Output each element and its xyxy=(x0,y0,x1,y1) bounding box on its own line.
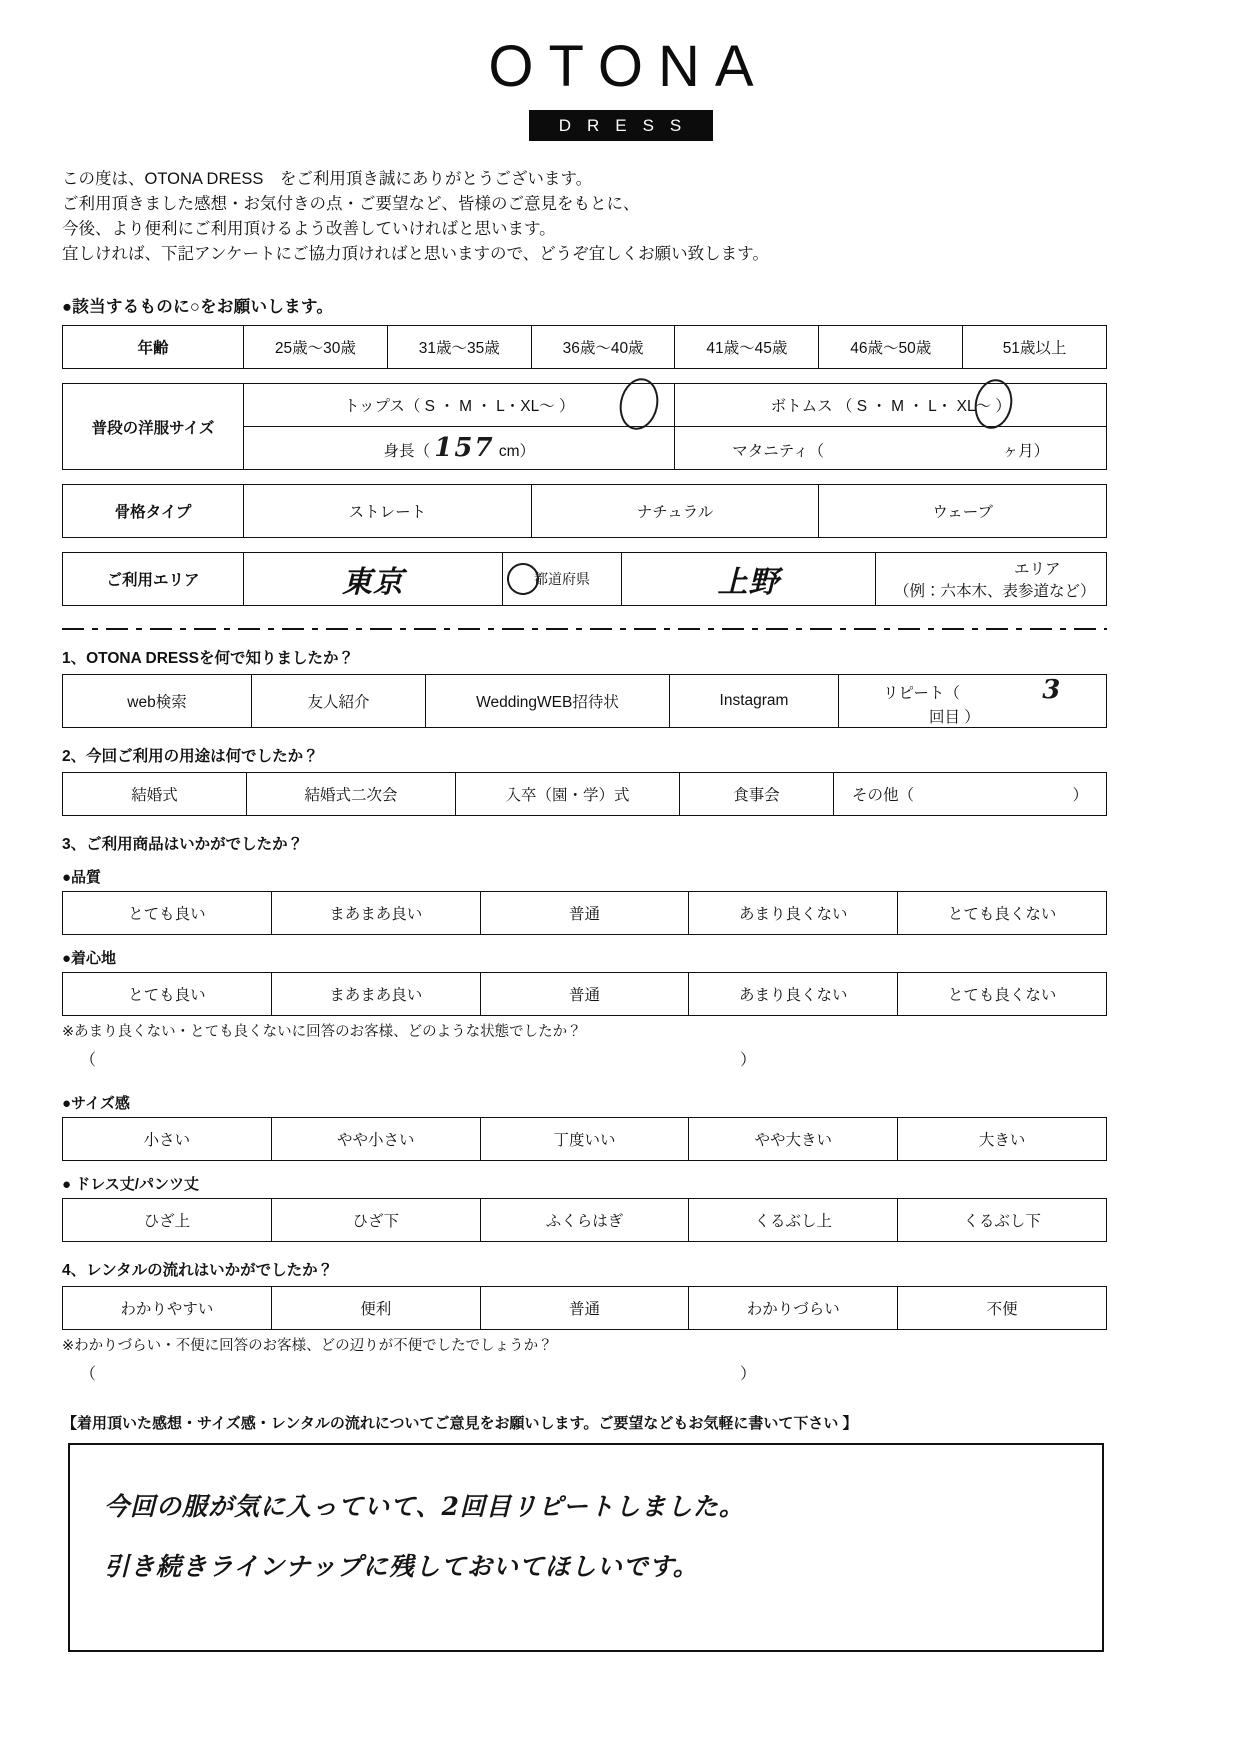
length-option-calf[interactable]: ふくらはぎ xyxy=(480,1199,689,1242)
q3-fit-table xyxy=(62,1117,1107,1161)
q2-option-dinner[interactable]: 食事会 xyxy=(680,773,834,816)
table-row xyxy=(63,1287,1107,1330)
area-hint-text: エリア（例：六本木、表参道など） xyxy=(894,561,1096,600)
q3-fit-head: ●サイズ感 xyxy=(62,1095,130,1112)
q2-other-close: ） xyxy=(1072,787,1088,804)
q1-title: 1、OTONA DRESSを何で知りましたか？ xyxy=(62,650,354,667)
table-row xyxy=(63,773,1107,816)
comfort-option-very-bad[interactable]: とても良くない xyxy=(898,973,1107,1016)
prefecture-value: 東京 xyxy=(342,565,404,600)
height-label: 身長（ xyxy=(383,443,430,460)
bottoms-size-cell[interactable] xyxy=(675,384,1107,427)
age-option-41-45[interactable]: 41歳〜45歳 xyxy=(675,326,819,369)
prefecture-suffix-text: 都道府県 xyxy=(534,571,590,587)
logo-dress-text: DRESS xyxy=(529,110,714,141)
q1-option-web-search[interactable]: web検索 xyxy=(63,675,252,728)
area-value: 上野 xyxy=(717,565,780,600)
age-option-25-30[interactable]: 25歳〜30歳 xyxy=(244,326,388,369)
q3-comfort-head: ●着心地 xyxy=(62,950,117,967)
bone-option-wave[interactable]: ウェーブ xyxy=(819,485,1107,538)
tops-size-text: トップス（ S ・ M ・ L・XL〜 ） xyxy=(343,398,575,415)
q1-option-wedding-web[interactable]: WeddingWEB招待状 xyxy=(426,675,670,728)
q4-free-text[interactable] xyxy=(80,1361,780,1384)
prefecture-input-cell[interactable] xyxy=(244,553,503,606)
fit-option-large[interactable]: 大きい xyxy=(898,1118,1107,1161)
q1-option-instagram[interactable]: Instagram xyxy=(670,675,839,728)
table-row xyxy=(63,675,1107,728)
q3-title: 3、ご利用商品はいかがでしたか？ xyxy=(62,836,304,853)
maternity-label: マタニティ（ xyxy=(732,443,825,460)
logo-otona-text: OTONA xyxy=(488,34,769,99)
table-row xyxy=(63,973,1107,1016)
brand-logo xyxy=(0,0,1242,141)
length-option-below-ankle[interactable]: くるぶし下 xyxy=(898,1199,1107,1242)
q3-quality-head: ●品質 xyxy=(62,869,102,886)
q1-option-friend[interactable]: 友人紹介 xyxy=(252,675,426,728)
maternity-unit: ヶ月） xyxy=(1002,443,1050,460)
q4-paren-close: ） xyxy=(740,1366,757,1383)
q1-table xyxy=(62,674,1107,728)
comfort-option-very-good[interactable]: とても良い xyxy=(63,973,272,1016)
q2-option-ceremony[interactable]: 入卒（園・学）式 xyxy=(456,773,680,816)
comment-line-1: 今回の服が気に入っていて、2回目リピートしました。 xyxy=(104,1492,745,1521)
comment-line-2: 引き続きラインナップに残しておいてほしいです。 xyxy=(104,1552,699,1581)
bone-option-straight[interactable]: ストレート xyxy=(244,485,532,538)
comfort-option-not-very-good[interactable]: あまり良くない xyxy=(689,973,898,1016)
usage-area-label: ご利用エリア xyxy=(63,553,244,606)
intro-line-4: 宜しければ、下記アンケートにご協力頂ければと思いますので、どうぞ宜しくお願い致します。 xyxy=(62,245,769,263)
q3-comfort-paren-close: ） xyxy=(740,1052,757,1069)
comment-instruction: 【着用頂いた感想・サイズ感・レンタルの流れについてご意見をお願いします。ご要望などもお気軽に書いて下さい 】 xyxy=(62,1415,858,1432)
fit-option-slightly-small[interactable]: やや小さい xyxy=(271,1118,480,1161)
age-option-31-35[interactable]: 31歳〜35歳 xyxy=(387,326,531,369)
area-hint-cell xyxy=(876,553,1107,606)
tops-size-cell[interactable] xyxy=(244,384,675,427)
q4-table xyxy=(62,1286,1107,1330)
length-option-below-knee[interactable]: ひざ下 xyxy=(271,1199,480,1242)
clothing-size-table xyxy=(62,383,1107,470)
quality-option-very-good[interactable]: とても良い xyxy=(63,892,272,935)
table-row xyxy=(63,1199,1107,1242)
q2-table xyxy=(62,772,1107,816)
comfort-option-normal[interactable]: 普通 xyxy=(480,973,689,1016)
bone-type-label: 骨格タイプ xyxy=(63,485,244,538)
bone-type-table xyxy=(62,484,1107,538)
q2-title: 2、今回ご利用の用途は何でしたか？ xyxy=(62,748,319,765)
q4-option-normal[interactable]: 普通 xyxy=(480,1287,689,1330)
q3-quality-table xyxy=(62,891,1107,935)
q3-length-table xyxy=(62,1198,1107,1242)
age-option-46-50[interactable]: 46歳〜50歳 xyxy=(819,326,963,369)
section-divider xyxy=(62,628,1107,630)
area-input-cell[interactable] xyxy=(622,553,876,606)
height-value: 157 xyxy=(434,433,495,463)
bottoms-size-text: ボトムス （ S ・ M ・ L・ XL〜 ） xyxy=(770,398,1011,415)
ink-circle-tops-m xyxy=(615,375,663,434)
q4-option-hard[interactable]: わかりづらい xyxy=(689,1287,898,1330)
length-option-above-ankle[interactable]: くるぶし上 xyxy=(689,1199,898,1242)
height-cell[interactable] xyxy=(244,427,675,470)
q4-note: ※わかりづらい・不便に回答のお客様、どの辺りが不便でしたでしょうか？ xyxy=(62,1338,553,1354)
q3-comfort-free-text[interactable] xyxy=(80,1047,780,1070)
bone-option-natural[interactable]: ナチュラル xyxy=(531,485,819,538)
intro-line-3: 今後、より便利にご利用頂けるよう改善していければと思います。 xyxy=(62,220,556,238)
q2-option-after-party[interactable]: 結婚式二次会 xyxy=(247,773,456,816)
intro-line-2: ご利用頂きました感想・お気付きの点・ご要望など、皆様のご意見をもとに、 xyxy=(62,195,640,213)
table-row xyxy=(63,326,1107,369)
q2-other-cell[interactable] xyxy=(834,773,1107,816)
q3-comfort-note: ※あまり良くない・とても良くないに回答のお客様、どのような状態でしたか？ xyxy=(62,1024,582,1040)
q4-title: 4、レンタルの流れはいかがでしたか？ xyxy=(62,1262,334,1279)
age-option-51-plus[interactable]: 51歳以上 xyxy=(963,326,1107,369)
table-row xyxy=(63,485,1107,538)
intro-line-1: この度は、OTONA DRESS をご利用頂き誠にありがとうございます。 xyxy=(62,170,593,188)
table-row xyxy=(63,1118,1107,1161)
q1-repeat-value: 3 xyxy=(1042,675,1063,705)
q4-paren-open: （ xyxy=(80,1366,97,1383)
q2-option-wedding[interactable]: 結婚式 xyxy=(63,773,247,816)
q2-other-label: その他（ xyxy=(852,787,915,804)
height-unit: cm） xyxy=(498,443,536,460)
length-option-above-knee[interactable]: ひざ上 xyxy=(63,1199,272,1242)
q4-option-easy[interactable]: わかりやすい xyxy=(63,1287,272,1330)
q1-repeat-label: リピート（ xyxy=(883,685,960,702)
maternity-cell[interactable] xyxy=(675,427,1107,470)
instruction-circle-applicable: ●該当するものに○をお願いします。 xyxy=(62,298,334,316)
q3-length-head: ● ドレス丈/パンツ丈 xyxy=(62,1176,199,1193)
table-row xyxy=(63,892,1107,935)
table-row xyxy=(63,384,1107,427)
q1-repeat-suffix: 回目 ） xyxy=(929,709,980,726)
quality-option-very-bad[interactable]: とても良くない xyxy=(898,892,1107,935)
comment-box[interactable] xyxy=(68,1443,1104,1652)
comfort-option-fairly-good[interactable]: まあまあ良い xyxy=(271,973,480,1016)
intro-paragraph xyxy=(62,167,1242,267)
quality-option-not-very-good[interactable]: あまり良くない xyxy=(689,892,898,935)
age-table xyxy=(62,325,1107,369)
quality-option-fairly-good[interactable]: まあまあ良い xyxy=(271,892,480,935)
fit-option-small[interactable]: 小さい xyxy=(63,1118,272,1161)
prefecture-suffix-cell xyxy=(503,553,622,606)
q1-repeat-cell[interactable] xyxy=(839,675,1107,728)
quality-option-normal[interactable]: 普通 xyxy=(480,892,689,935)
q4-option-convenient[interactable]: 便利 xyxy=(271,1287,480,1330)
fit-option-slightly-large[interactable]: やや大きい xyxy=(689,1118,898,1161)
q4-option-inconvenient[interactable]: 不便 xyxy=(898,1287,1107,1330)
age-option-36-40[interactable]: 36歳〜40歳 xyxy=(531,326,675,369)
clothing-size-label: 普段の洋服サイズ xyxy=(63,384,244,470)
q3-comfort-paren-open: （ xyxy=(80,1052,97,1069)
age-label: 年齢 xyxy=(63,326,244,369)
q3-comfort-table xyxy=(62,972,1107,1016)
fit-option-just-right[interactable]: 丁度いい xyxy=(480,1118,689,1161)
usage-area-table xyxy=(62,552,1107,606)
table-row xyxy=(63,553,1107,606)
